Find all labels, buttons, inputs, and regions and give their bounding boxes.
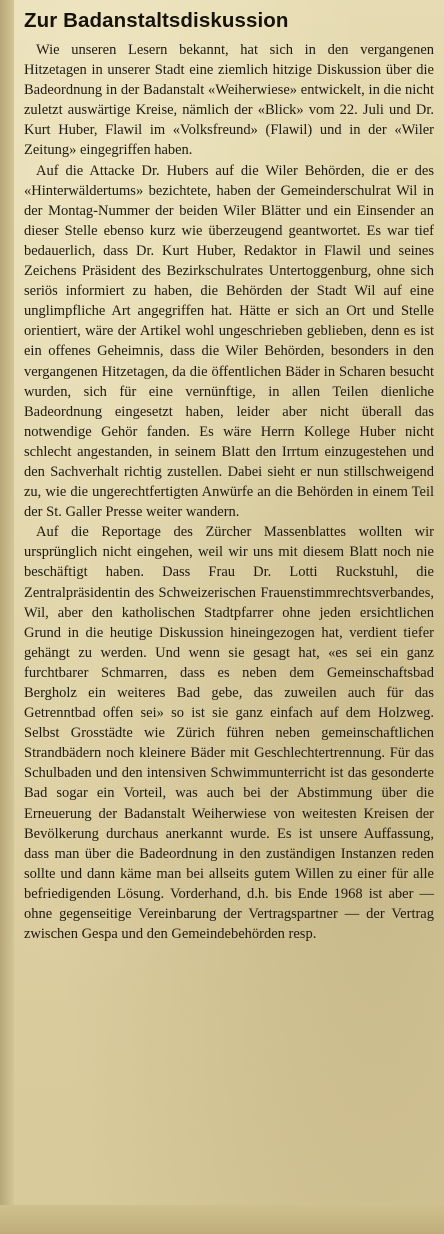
article-paragraph-1: Wie unseren Lesern bekannt, hat sich in den vergangenen Hitzetagen in unserer Stadt eine ziemlich hitzige Diskussion über die Badeordnung in der Badanstalt «Weiherwiese» entwickelt, in die nicht zuletzt auswärtige Kreise, nämlich der «Blick» vom 22. Juli und Dr. Kurt Huber, Flawil im «Volksfreund» (Flawil) und in der «Wiler Zeitung» eingegriffen haben. [24,42,434,159]
article-paragraph-3: Auf die Reportage des Zürcher Massenblattes wollten wir ursprünglich nicht eingehen, weil wir uns mit diesem Blatt noch nie beschäftigt haben. Dass Frau Dr. Lotti Ruckstuhl, die Zentralpräsidentin des Schweizerischen Frauenstimmrechtsverbandes, Wil, aber den katholischen Stadtpfarrer ohne jeden ersichtlichen Grund in die heutige Diskussion hineingezogen hat, verdient tiefer gehängt zu werden. Und wenn sie gesagt hat, «es sei ein ganz furchtbarer Schmarren, dass es neben dem Gemeinschaftsbad Bergholz ein weiteres Bad gebe, das zuweilen auch für das Getrenntbad offen sei» so ist sie ganz einfach auf dem Holzweg. Selbst Grosstädte wie Zürich führen neben gemeinschaftlichen Strandbädern noch kleinere Bäder mit Geschlechtertrennung. Für das Schulbaden und den intensiven Schwimmunterricht ist das gesonderte Bad sogar ein Vorteil, was auch bei der Abstimmung über die Erneuerung der Badanstalt Weiherwiese von weitesten Kreisen der Bevölkerung durchaus anerkannt wurde. Es ist unsere Auffassung, dass man über die Badeordnung in den zuständigen Instanzen reden sollte und dann käme man bei allseits gutem Willen zu einer für alle befriedigenden Lösung. Vorderhand, d.h. bis Ende 1968 ist aber — ohne gegenseitige Vereinbarung der Vertragspartner — der Vertrag zwischen Gespa und den Gemeindebehörden resp. [24,524,434,943]
article-headline: Zur Badanstaltsdiskussion [24,9,289,32]
article-paragraph-2: Auf die Attacke Dr. Hubers auf die Wiler Behörden, die er des «Hinterwäldertums» bezichtete, haben der Gemeinderschulrat Wil in der Montag-Nummer der beiden Wiler Blätter und ein Einsender an dieser Stelle ebenso kurz wie überzeugend geantwortet. Es war tief bedauerlich, dass Dr. Kurt Huber, Redaktor in Flawil und seines Zeichens Präsident des Bezirkschulrates Untertoggenburg, ohne sich seriös informiert zu haben, die Behörden der Stadt Wil auf eine unglimpfliche Art angegriffen hat. Hätte er sich an Ort und Stelle orientiert, wäre der Artikel wohl ungeschrieben geblieben, denn es ist ein offenes Geheimnis, dass die Wiler Behörden, besonders in den vergangenen Hitzetagen, da die öffentlichen Bäder in Scharen besucht wurden, sich für eine vernünftige, in allen Teilen dienliche Badeordnung eingesetzt haben, leider aber nicht überall das notwendige Gehör fanden. Es wäre Herrn Kollege Huber nicht schlecht angestanden, in seinem Blatt den Irrtum einzugestehen und den Sachverhalt richtig zustellen. Dabei sieht er nun stillschweigend zu, wie die ungerechtfertigten Anwürfe an die Behörden in einem Teil der St. Galler Presse weiter wandern. [24,162,434,521]
article-body [24,40,434,944]
